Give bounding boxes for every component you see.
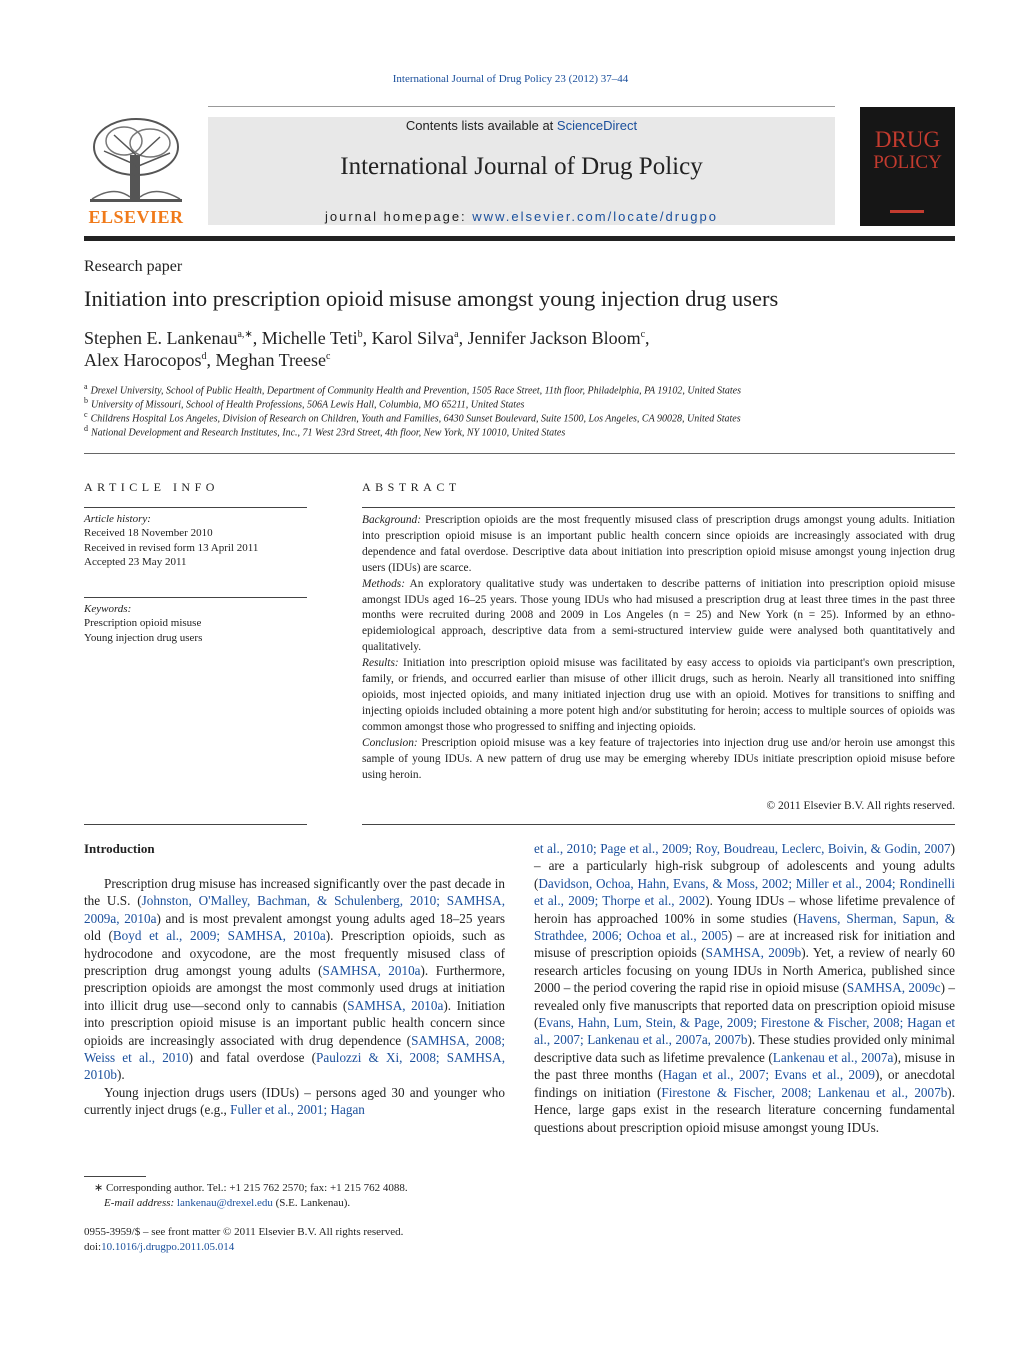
abstract-background [362, 513, 955, 577]
abstract-text: Prescription opioids are the most frequently misused class of prescription drugs amongst young adults. Initiation into prescription opioid misuse is an important public health concern since opioids are increasingly associated with drug dependence and fatal overdose. Descriptive data about initiation into prescription opioid misuse amongst young injection drug users (IDUs) are scarce. [362, 514, 955, 574]
citation-link[interactable]: Paulozzi & Xi, 2008; SAMHSA, 2010b [84, 1050, 505, 1083]
homepage-link[interactable]: www.elsevier.com/locate/drugpo [472, 209, 718, 224]
journal-homepage [208, 209, 835, 224]
citation-link[interactable]: Evans, Hahn, Lum, Stein, & Page, 2009; Firestone & Fischer, 2008; Hagan et al., 2007; Lankenau et al., 2007a, 2007b [534, 1015, 955, 1048]
article-info-heading: ARTICLE INFO [84, 480, 219, 494]
cover-title-drug: DRUG [874, 127, 941, 152]
paragraph-text: ). Yet, a review of nearly 60 research articles focusing on young IDUs in North America, published since 2000 – the period covering the rapid rise in opioid misuse ( [534, 945, 955, 996]
affiliation-text: University of Missouri, School of Health Professions, 506A Lewis Hall, Columbia, MO 65211, United States [91, 399, 525, 411]
abstract-label: Methods: [362, 577, 406, 590]
paragraph-text: ) – are a particularly high-risk subgroup of adolescents and young adults ( [534, 841, 955, 891]
affiliation-key: d [84, 424, 88, 433]
accepted-date: Accepted 23 May 2011 [84, 556, 187, 568]
cover-title-policy: POLICY [873, 152, 942, 173]
contents-prefix: Contents lists available at [405, 118, 557, 133]
affiliation-key: a [84, 382, 88, 391]
email-note [104, 1196, 350, 1211]
citation-link[interactable]: Fuller et al., 2001; Hagan [230, 1102, 365, 1118]
cover-accent-bar [890, 210, 924, 213]
affiliation-text: Childrens Hospital Los Angeles, Division of Research on Children, Youth and Families, 6430 Sunset Boulevard, Suite 1500, Los Angeles, CA 90028, United States [90, 413, 741, 425]
footnote-rule [84, 1176, 146, 1177]
abstract-text: An exploratory qualitative study was undertaken to describe patterns of initiation into prescription opioid misuse amongst IDUs aged 16–25 years. Those young IDUs who had misused a prescription drug at least three times in the past three months were recruited during 2008 and 2009 in Los Angeles (n = 25) and New York (n = 25). Informed by an ethno-epidemiological approach, descriptive data from a semi-structured interview guide were analysed both quantitatively and qualitatively. [362, 577, 955, 654]
affiliation [84, 424, 565, 438]
body-paragraph [84, 1084, 505, 1119]
sciencedirect-link[interactable]: ScienceDirect [556, 118, 638, 133]
author-list-line-1 [84, 328, 650, 349]
paragraph-text: ). [116, 1067, 125, 1083]
history-label: Article history: [84, 513, 151, 525]
keywords-label: Keywords: [84, 603, 132, 615]
section-rule [362, 824, 955, 825]
citation-link[interactable]: Hagan et al., 2007; Evans et al., 2009 [662, 1067, 875, 1083]
author-separator: , [458, 328, 468, 348]
abstract-text: Prescription opioid misuse was a key feature of trajectories into injection drug use and/or heroin use amongst this sample of young IDUs. A new pattern of drug use may be emerging whereby IDUs initiate prescription opioid misuse before using heroin. [362, 736, 955, 781]
paragraph-text: ) – are at increased risk for initiation and misuse of prescription opioids ( [534, 928, 955, 961]
affiliation [84, 410, 741, 424]
author-affiliation-mark[interactable]: c [325, 351, 331, 362]
abstract-body [362, 513, 955, 783]
body-paragraph [84, 875, 505, 1084]
citation-link[interactable]: Firestone & Fischer, 2008; Lankenau et al., 2007b [661, 1084, 948, 1100]
received-date: Received 18 November 2010 [84, 527, 213, 539]
affiliation [84, 396, 524, 410]
abstract-label: Conclusion: [362, 736, 418, 749]
tree-icon [84, 115, 188, 207]
abstract-conclusion [362, 736, 955, 784]
journal-reference[interactable]: International Journal of Drug Policy 23 (2012) 37–44 [392, 73, 629, 85]
author-name: Meghan Treese [215, 350, 326, 370]
journal-title: International Journal of Drug Policy [340, 153, 703, 180]
doi-note [84, 1240, 234, 1255]
citation-link[interactable]: Lankenau et al., 2007a [772, 1049, 894, 1065]
section-rule [84, 824, 307, 825]
citation-link[interactable]: SAMHSA, 2010a [347, 997, 444, 1013]
abstract-methods [362, 577, 955, 657]
email-link[interactable]: lankenau@drexel.edu [176, 1197, 273, 1209]
citation-link[interactable]: SAMHSA, 2009c [846, 980, 941, 996]
citation-link[interactable]: SAMHSA, 2010a [322, 963, 421, 979]
citation-link[interactable]: SAMHSA, 2009b [705, 945, 802, 961]
author-name: Alex Harocopos [84, 350, 202, 370]
email-label: E-mail address: [104, 1197, 177, 1209]
section-heading: Introduction [84, 841, 155, 856]
paragraph-text: ). Furthermore, prescription opioids are amongst the most commonly used drugs at initiation into illicit drug use—second only to cannabis ( [84, 963, 505, 1013]
journal-cover-thumbnail[interactable] [860, 107, 955, 226]
affiliation-text: Drexel University, School of Public Health, Department of Community Health and Prevention, 1505 Race Street, 11th floor, Philadelphia, PA 19102, United States [90, 385, 742, 397]
affiliation [84, 382, 741, 396]
section-rule [84, 507, 307, 508]
homepage-label: journal homepage: [324, 209, 473, 224]
citation-link[interactable]: et al., 2010; Page et al., 2009; Roy, Boudreau, Leclerc, Boivin, & Godin, 2007 [534, 841, 951, 856]
article-type: Research paper [84, 258, 183, 275]
section-rule [362, 507, 955, 508]
paragraph-text: ) – revealed only five manuscripts that reported data on prescription opioid misuse ( [534, 980, 955, 1031]
header-rule [208, 106, 835, 107]
citation-link[interactable]: Havens, Sherman, Sapun, & Strathdee, 2006; Ochoa et al., 2005 [534, 910, 955, 944]
paragraph-text: ). Hence, large gaps exist in the research literature concerning fundamental questions about prescription opioid misuse amongst young IDUs. [534, 1084, 955, 1135]
body-paragraph [534, 840, 955, 1136]
citation-link[interactable]: SAMHSA, 2008; Weiss et al., 2010 [84, 1032, 505, 1066]
author-separator: , [362, 328, 372, 348]
author-separator: , [645, 328, 650, 348]
body-column-left [84, 875, 505, 1119]
revised-date: Received in revised form 13 April 2011 [84, 542, 259, 554]
contents-line [208, 118, 835, 133]
paragraph-text: Prescription drug misuse has increased significantly over the past decade in the U.S. ( [84, 876, 505, 909]
citation-link[interactable]: Davidson, Ochoa, Hahn, Evans, & Moss, 2002; Miller et al., 2004; Rondinelli et al., 2009; Thorpe et al., 2002 [534, 875, 955, 909]
abstract-results [362, 656, 955, 736]
paragraph-text: ). These studies provided only minimal descriptive data such as lifetime prevalence ( [534, 1032, 955, 1065]
section-rule [84, 597, 307, 598]
abstract-copyright: © 2011 Elsevier B.V. All rights reserved. [766, 800, 955, 812]
author-separator: , [206, 350, 216, 370]
author-list-line-2 [84, 350, 330, 371]
paragraph-text: ), or anecdotal findings on initiation ( [534, 1067, 955, 1100]
paragraph-text: ) and fatal overdose ( [188, 1050, 316, 1066]
abstract-heading: ABSTRACT [362, 480, 461, 494]
email-suffix: (S.E. Lankenau). [272, 1197, 351, 1209]
author-affiliation-mark[interactable]: b [357, 329, 363, 340]
corresponding-author-note: ∗ Corresponding author. Tel.: +1 215 762 2570; fax: +1 215 762 4088. [94, 1182, 408, 1194]
author-affiliation-mark[interactable]: c [640, 329, 646, 340]
affiliation-text: National Development and Research Institutes, Inc., 71 West 23rd Street, 4th floor, New York, NY 10010, United States [91, 427, 566, 439]
paragraph-text: Young injection drugs users (IDUs) – persons aged 30 and younger who currently inject drugs (e.g., [84, 1084, 505, 1118]
paragraph-text: ) and is most prevalent amongst young adults aged 18–25 years old ( [84, 910, 505, 944]
author-separator: , [252, 328, 262, 348]
author-affiliation-mark[interactable]: d [201, 351, 207, 362]
author-name: Stephen E. Lankenau [84, 328, 238, 348]
citation-link[interactable]: Johnston, O'Malley, Bachman, & Schulenberg, 2010; SAMHSA, 2009a, 2010a [84, 893, 505, 926]
doi-link[interactable]: 10.1016/j.drugpo.2011.05.014 [101, 1241, 235, 1253]
author-affiliation-mark[interactable]: a [454, 329, 459, 340]
author-affiliation-mark[interactable]: a,∗ [237, 329, 253, 340]
author-name: Jennifer Jackson Bloom [467, 328, 641, 348]
keyword: Prescription opioid misuse [84, 617, 202, 629]
paragraph-text: ). Initiation into prescription opioid misuse is an important public health concern since opioids are increasingly associated with drug dependence ( [84, 997, 505, 1048]
header-thick-rule [84, 236, 955, 241]
affiliation-rule [84, 453, 955, 454]
keyword: Young injection drug users [84, 632, 203, 644]
elsevier-wordmark: ELSEVIER [88, 207, 184, 227]
author-name: Michelle Teti [261, 328, 358, 348]
abstract-label: Background: [362, 514, 422, 526]
citation-link[interactable]: Boyd et al., 2009; SAMHSA, 2010a [112, 928, 326, 944]
doi-label: doi: [84, 1241, 102, 1253]
author-name: Karol Silva [371, 328, 455, 348]
body-column-right [534, 840, 955, 1136]
paragraph-text: ). Young IDUs – whose lifetime prevalence of heroin has approached 100% in some studies ( [534, 893, 955, 926]
paragraph-text: ). Prescription opioids, such as hydrocodone and oxycodone, are the most frequently misused class of prescription drug amongst young adults ( [84, 928, 505, 979]
affiliation-key: b [84, 396, 88, 405]
issn-note: 0955-3959/$ – see front matter © 2011 Elsevier B.V. All rights reserved. [84, 1226, 404, 1238]
affiliation-key: c [84, 410, 88, 419]
abstract-text: Initiation into prescription opioid misuse was facilitated by easy access to opioids via participant's own prescription, family, or friends, and occurred earlier than misuse of other illicit drugs, such as heroin. Nearly all transitioned into sniffing opioids, most injected opioids, and many initiated injection drug use with an opioid. Motives for transitions to sniffing and injecting opioids included obtaining a more potent high and/or substituting for heroin; access to multiple sources of opioids was common amongst those who progressed to sniffing and injecting opioids. [362, 657, 955, 733]
paragraph-text: ), misuse in the past three months ( [534, 1049, 955, 1083]
abstract-label: Results: [362, 657, 399, 670]
article-title: Initiation into prescription opioid misuse amongst young injection drug users [84, 286, 779, 311]
